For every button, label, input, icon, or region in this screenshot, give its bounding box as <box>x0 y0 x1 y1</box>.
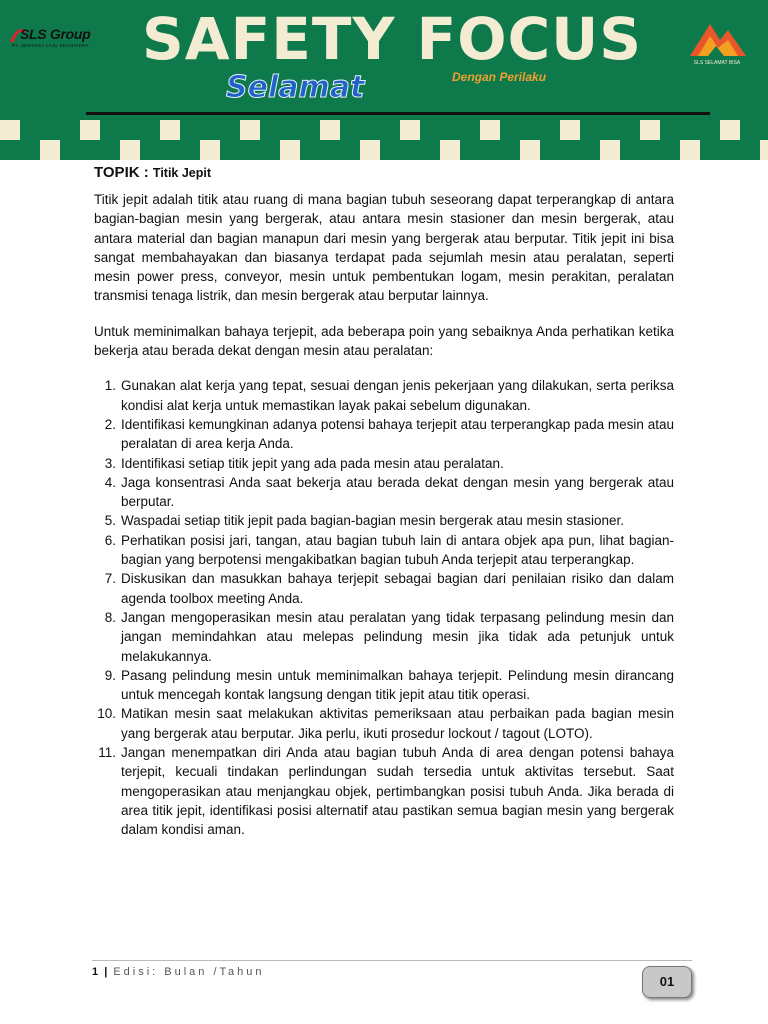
list-number: 4. <box>104 474 116 490</box>
list-text: Jaga konsentrasi Anda saat bekerja atau berada dekat dengan mesin yang bergerak atau berputar. <box>121 474 674 510</box>
list-item <box>94 531 674 570</box>
checker-square <box>400 120 420 140</box>
list-item <box>94 608 674 666</box>
checker-square <box>440 140 460 160</box>
footer-divider <box>92 960 692 961</box>
mountain-logo-icon <box>684 14 750 60</box>
footer-edition-text: Edisi: Bulan /Tahun <box>113 966 265 978</box>
page-number-badge: 01 <box>642 966 692 998</box>
list-item <box>94 569 674 608</box>
list-text: Waspadai setiap titik jepit pada bagian-bagian mesin bergerak atau mesin stasioner. <box>121 513 625 529</box>
safety-logo-caption: SLS SELAMAT BISA <box>693 60 741 66</box>
checker-pattern <box>0 120 768 160</box>
checker-square <box>760 140 768 160</box>
list-number: 2. <box>104 416 116 432</box>
checker-square <box>720 120 740 140</box>
checker-square <box>320 120 340 140</box>
list-item <box>94 376 674 415</box>
tagline: Dengan Perilaku <box>452 70 547 84</box>
list-item <box>94 704 674 743</box>
list-number: 6. <box>104 532 116 548</box>
checker-square <box>520 140 540 160</box>
checker-square <box>0 120 20 140</box>
checker-square <box>80 120 100 140</box>
list-number: 1. <box>104 378 116 394</box>
safety-points-list <box>94 376 674 839</box>
list-text: Jangan menempatkan diri Anda atau bagian tubuh Anda di area dengan potensi bahaya terjepit, kecuali tindakan perlindungan sudah tersedia untuk aktivitas tersebut. Saat mengoperasikan atau menjangkau objek, pertimbangkan posisi tubuh Anda. Jika berada di area titik jepit, identifikasi posisi alternatif atau pastikan semua bagian mesin yang bergerak dalam kondisi aman. <box>121 745 674 838</box>
safety-logo <box>684 14 750 76</box>
footer-separator: | <box>104 966 108 978</box>
list-text: Gunakan alat kerja yang tepat, sesuai dengan jenis pekerjaan yang dilakukan, serta periksa kondisi alat kerja untuk memastikan layak pakai sebelum digunakan. <box>121 378 674 413</box>
list-text: Perhatikan posisi jari, tangan, atau bagian tubuh lain di antara objek apa pun, lihat bagian-bagian yang berpotensi mengakibatkan bagian tubuh Anda terjepit atau terperangkap. <box>121 532 674 568</box>
list-item <box>94 666 674 705</box>
list-text: Identifikasi setiap titik jepit yang ada pada mesin atau peralatan. <box>121 455 504 471</box>
topic-label: TOPIK : <box>94 164 149 181</box>
list-number: 3. <box>104 455 116 471</box>
checker-square <box>600 140 620 160</box>
list-item <box>94 511 674 530</box>
list-text: Matikan mesin saat melakukan aktivitas pemeriksaan atau perbaikan pada bagian mesin yang bergerak atau berputar. Jika perlu, ikuti prosedur lockout / tagout (LOTO). <box>121 706 674 741</box>
list-number: 8. <box>104 609 116 625</box>
header-divider <box>86 112 710 115</box>
topic-heading <box>94 164 674 182</box>
instruction-paragraph: Untuk meminimalkan bahaya terjepit, ada beberapa poin yang sebaiknya Anda perhatikan ketika bekerja atau berada dekat dengan mesin atau peralatan: <box>94 323 674 359</box>
list-number: 7. <box>104 571 116 587</box>
checker-square <box>480 120 500 140</box>
list-number: 11. <box>98 745 116 761</box>
list-item <box>94 473 674 512</box>
list-number: 9. <box>104 667 116 683</box>
footer-page-number: 1 <box>92 966 99 978</box>
footer-edition <box>92 966 265 978</box>
document-body <box>94 164 674 840</box>
header-banner <box>0 0 768 160</box>
list-number: 5. <box>104 513 116 529</box>
checker-square <box>240 120 260 140</box>
list-text: Diskusikan dan masukkan bahaya terjepit sebagai bagian dari penilaian risiko dan dalam agenda toolbox meeting Anda. <box>121 571 674 606</box>
list-item <box>94 743 674 839</box>
checker-square <box>40 140 60 160</box>
company-logo-text: SLS Group <box>20 26 91 42</box>
list-item <box>94 454 674 473</box>
list-text: Pasang pelindung mesin untuk meminimalkan bahaya terjepit. Pelindung mesin dirancang untuk mencegah kontak langsung dengan titik jepit atau titik operasi. <box>121 667 674 703</box>
list-item <box>94 415 674 454</box>
checker-square <box>640 120 660 140</box>
list-text: Jangan mengoperasikan mesin atau peralatan yang tidak terpasang pelindung mesin dan jangan memindahkan atau melepas pelindung mesin jika tidak ada petunjuk untuk melakukannya. <box>121 609 674 664</box>
page-title: SAFETY FOCUS <box>142 5 643 73</box>
topic-title: Titik Jepit <box>152 166 212 180</box>
checker-square <box>360 140 380 160</box>
checker-square <box>160 120 180 140</box>
checker-square <box>560 120 580 140</box>
checker-square <box>120 140 140 160</box>
checker-square <box>200 140 220 160</box>
list-number: 10. <box>97 706 116 722</box>
page-subtitle: Selamat <box>226 70 365 105</box>
checker-square <box>680 140 700 160</box>
intro-paragraph: Titik jepit adalah titik atau ruang di mana bagian tubuh seseorang dapat terperangkap di antara bagian-bagian mesin yang bergerak, atau antara mesin stasioner dan mesin bergerak, atau antara material dan bagian manapun dari mesin yang bergerak atau berputar. Titik jepit ini bisa sangat membahayakan dan biasanya terdapat pada sejumlah mesin atau peralatan, seperti mesin power press, conveyor, mesin untuk pembentukan logam, mesin perakitan, peralatan transmisi tenaga listrik, dan mesin bergerak atau berputar lainnya. <box>94 192 674 304</box>
company-logo-subtitle: PT. SENTOSA LAJU SEJAHTERA <box>12 43 89 48</box>
checker-square <box>280 140 300 160</box>
list-text: Identifikasi kemungkinan adanya potensi bahaya terjepit atau terperangkap pada mesin atau peralatan di area kerja Anda. <box>121 416 674 452</box>
